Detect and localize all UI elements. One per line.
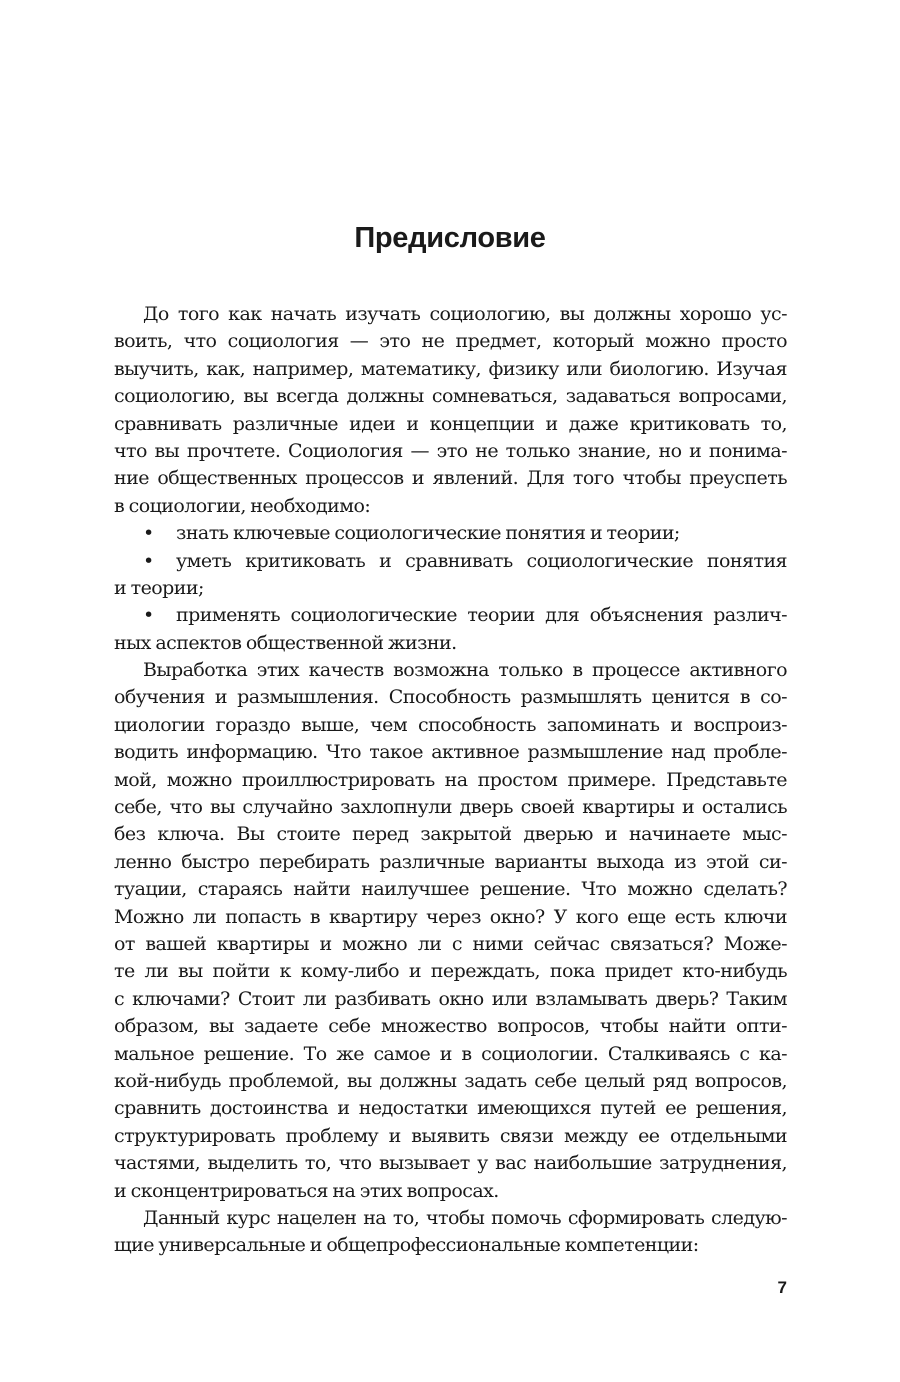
- text-line: себе, что вы случайно захлопнули дверь своей квартиры и остались: [114, 796, 787, 819]
- body-text: [114, 301, 787, 1260]
- chapter-title: Предисловие: [354, 222, 546, 254]
- bullet-item: [114, 520, 787, 547]
- text-line: образом, вы задаете себе множество вопросов, чтобы найти опти-: [114, 1015, 787, 1038]
- text-line: Данный курс нацелен на то, чтобы помочь сформировать следую-: [143, 1206, 787, 1229]
- text-line: и теории;: [114, 576, 204, 599]
- text-line: ние общественных процессов и явлений. Для того чтобы преуспеть: [114, 467, 787, 490]
- text-line: щие универсальные и общепрофессиональные компетенции:: [114, 1234, 699, 1257]
- text-line: и сконцентрироваться на этих вопросах.: [114, 1179, 499, 1202]
- text-line: от вашей квартиры и можно ли с ними сейчас связаться? Може-: [114, 932, 787, 955]
- text-line: структурировать проблему и выявить связи между ее отдельными: [114, 1124, 787, 1147]
- text-line: выучить, как, например, математику, физику или биологию. Изучая: [114, 357, 787, 380]
- text-line: Можно ли попасть в квартиру через окно? У кого еще есть ключи: [114, 905, 787, 928]
- text-line: обучения и размышления. Способность размышлять ценится в со-: [114, 686, 787, 709]
- bullet-text: знать ключевые социологические понятия и теории;: [176, 522, 680, 545]
- text-line: мальное решение. То же самое и в социологии. Сталкиваясь с ка-: [114, 1042, 787, 1065]
- text-line: те ли вы пойти к кому-либо и переждать, пока придет кто-нибудь: [114, 960, 787, 983]
- text-line: ленно быстро перебирать различные варианты выхода из этой си-: [114, 850, 787, 873]
- text-line: кой-нибудь проблемой, вы должны задать себе целый ряд вопросов,: [114, 1069, 787, 1092]
- bullet-dot-icon: •: [143, 549, 154, 572]
- text-line: туации, стараясь найти наилучшее решение. Что можно сделать?: [114, 878, 787, 901]
- bullet-dot-icon: •: [143, 604, 154, 627]
- bullet-item: [114, 548, 787, 575]
- text-line: ных аспектов общественной жизни.: [114, 631, 457, 654]
- text-line: без ключа. Вы стоите перед закрытой дверью и начинаете мыс-: [114, 823, 787, 846]
- bullet-dot-icon: •: [143, 522, 154, 545]
- text-line: До того как начать изучать социологию, вы должны хорошо ус-: [143, 303, 787, 325]
- text-line: частями, выделить то, что вызывает у вас наибольшие затруднения,: [114, 1152, 787, 1175]
- text-line: мой, можно проиллюстрировать на простом примере. Представьте: [114, 768, 787, 791]
- text-line: с ключами? Стоит ли разбивать окно или взламывать дверь? Таким: [114, 987, 787, 1010]
- text-line: сравнивать различные идеи и концепции и даже критиковать то,: [114, 412, 787, 435]
- text-line: водить информацию. Что такое активное размышление над пробле-: [114, 741, 787, 764]
- bullet-item: [114, 602, 787, 629]
- text-line: воить, что социология — это не предмет, который можно просто: [114, 330, 787, 353]
- text-line: сравнить достоинства и недостатки имеющихся путей ее решения,: [114, 1097, 787, 1120]
- page-number: 7: [777, 1278, 787, 1297]
- text-line: Выработка этих качеств возможна только в процессе активного: [143, 659, 787, 682]
- bullet-text: уметь критиковать и сравнивать социологические понятия: [176, 549, 787, 572]
- text-line: циологии гораздо выше, чем способность запоминать и воспроиз-: [114, 713, 787, 736]
- text-line: социологию, вы всегда должны сомневаться, задаваться вопросами,: [114, 385, 787, 408]
- text-line: в социологии, необходимо:: [114, 494, 371, 517]
- text-line: что вы прочтете. Социология — это не только знание, но и понима-: [114, 439, 787, 462]
- bullet-text: применять социологические теории для объяснения различ-: [176, 604, 787, 627]
